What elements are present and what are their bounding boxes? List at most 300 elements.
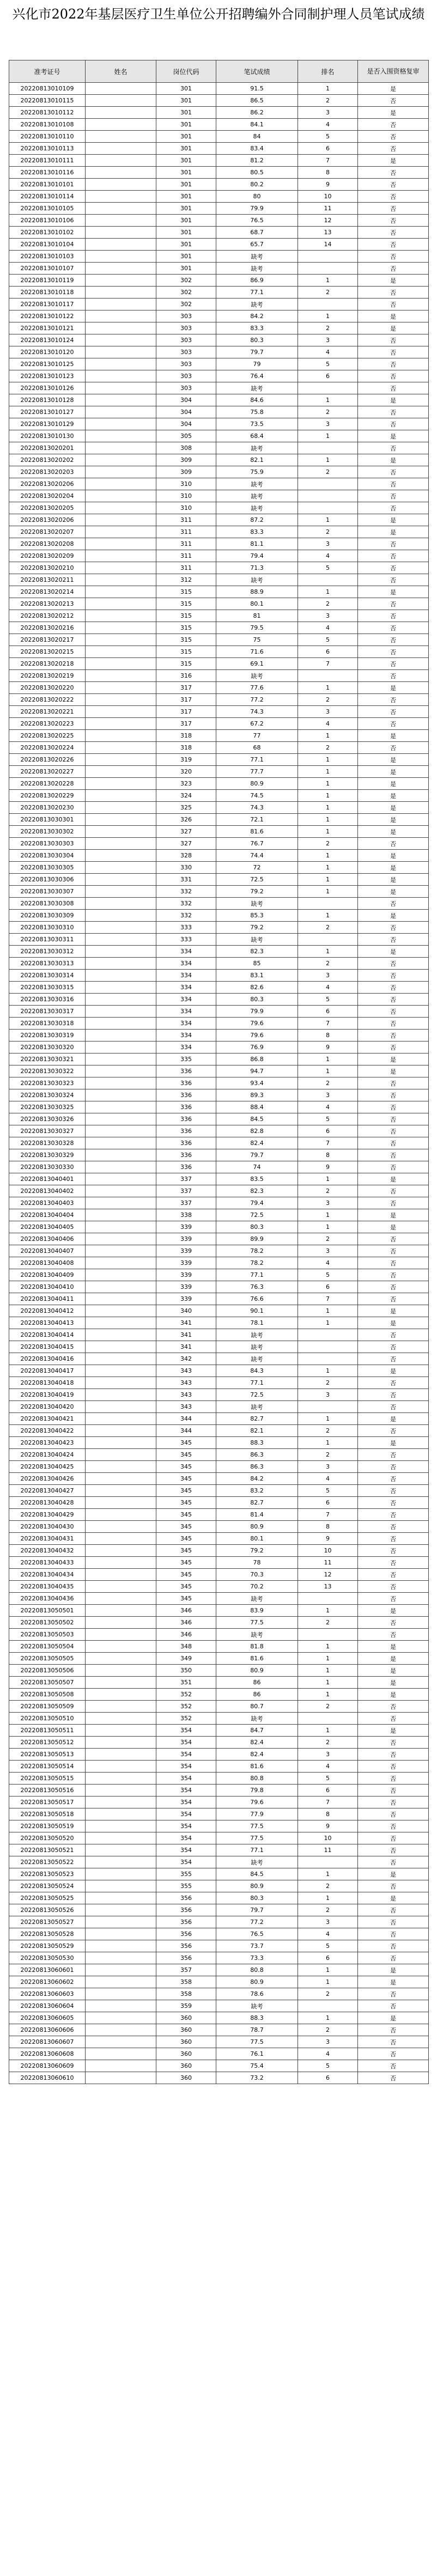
table-row — [9, 1317, 429, 1329]
cell-candidate-name — [86, 119, 156, 131]
cell-post-code: 343 — [156, 1377, 216, 1389]
cell-post-code: 336 — [156, 1089, 216, 1101]
cell-qualified: 否 — [358, 131, 429, 143]
cell-score: 81.8 — [216, 1641, 298, 1653]
cell-rank: 3 — [298, 1089, 358, 1101]
cell-candidate-name — [86, 982, 156, 994]
cell-qualified: 否 — [358, 2036, 429, 2048]
cell-rank: 5 — [298, 1269, 358, 1281]
cell-candidate-name — [86, 191, 156, 203]
table-row — [9, 1593, 429, 1605]
cell-score: 缺考 — [216, 574, 298, 586]
cell-qualified: 否 — [358, 1916, 429, 1928]
table-row — [9, 1677, 429, 1689]
cell-candidate-name — [86, 1305, 156, 1317]
cell-post-code: 301 — [156, 95, 216, 107]
table-row — [9, 1808, 429, 1820]
cell-candidate-name — [86, 1125, 156, 1137]
cell-candidate-name — [86, 1413, 156, 1425]
cell-ticket-number: 20220813040426 — [9, 1473, 86, 1485]
cell-qualified: 否 — [358, 1844, 429, 1856]
cell-post-code: 360 — [156, 2012, 216, 2024]
cell-ticket-number: 20220813020230 — [9, 802, 86, 814]
table-row — [9, 95, 429, 107]
cell-rank: 1 — [298, 766, 358, 778]
table-row — [9, 1665, 429, 1677]
cell-ticket-number: 20220813050519 — [9, 1820, 86, 1832]
cell-candidate-name — [86, 167, 156, 179]
cell-ticket-number: 20220813010113 — [9, 143, 86, 155]
cell-score: 80.9 — [216, 1665, 298, 1677]
cell-score: 79.6 — [216, 1018, 298, 1030]
cell-rank: 1 — [298, 862, 358, 874]
cell-qualified: 是 — [358, 1976, 429, 1988]
page-title: 兴化市2022年基层医疗卫生单位公开招聘编外合同制护理人员笔试成绩 — [12, 7, 425, 22]
cell-qualified: 否 — [358, 934, 429, 946]
cell-post-code: 354 — [156, 1832, 216, 1844]
cell-score: 78.2 — [216, 1245, 298, 1257]
cell-qualified: 是 — [358, 814, 429, 826]
cell-candidate-name — [86, 107, 156, 119]
cell-post-code: 356 — [156, 1916, 216, 1928]
cell-candidate-name — [86, 358, 156, 370]
cell-candidate-name — [86, 1796, 156, 1808]
cell-post-code: 354 — [156, 1808, 216, 1820]
cell-ticket-number: 20220813040421 — [9, 1413, 86, 1425]
cell-candidate-name — [86, 2036, 156, 2048]
cell-score: 76.7 — [216, 838, 298, 850]
table-row — [9, 358, 429, 370]
cell-ticket-number: 20220813020228 — [9, 778, 86, 790]
cell-qualified: 否 — [358, 742, 429, 754]
col-header-name: 姓名 — [86, 60, 156, 83]
table-row — [9, 2012, 429, 2024]
cell-candidate-name — [86, 1341, 156, 1353]
cell-ticket-number: 20220813010128 — [9, 394, 86, 406]
cell-ticket-number: 20220813030315 — [9, 982, 86, 994]
cell-ticket-number: 20220813050502 — [9, 1617, 86, 1629]
cell-score: 78.1 — [216, 1317, 298, 1329]
table-row — [9, 766, 429, 778]
cell-candidate-name — [86, 310, 156, 322]
cell-ticket-number: 20220813030305 — [9, 862, 86, 874]
cell-rank: 1 — [298, 1365, 358, 1377]
cell-post-code: 304 — [156, 394, 216, 406]
cell-post-code: 344 — [156, 1425, 216, 1437]
cell-qualified: 否 — [358, 1042, 429, 1053]
cell-qualified: 是 — [358, 1065, 429, 1077]
cell-rank: 6 — [298, 370, 358, 382]
cell-candidate-name — [86, 790, 156, 802]
cell-score: 77.1 — [216, 1844, 298, 1856]
cell-qualified: 是 — [358, 790, 429, 802]
cell-rank: 1 — [298, 586, 358, 598]
cell-qualified: 是 — [358, 850, 429, 862]
cell-score: 80.8 — [216, 1773, 298, 1785]
cell-rank: 2 — [298, 287, 358, 299]
cell-candidate-name — [86, 1077, 156, 1089]
cell-ticket-number: 20220813050524 — [9, 1880, 86, 1892]
cell-candidate-name — [86, 1713, 156, 1725]
cell-post-code: 334 — [156, 1018, 216, 1030]
cell-candidate-name — [86, 898, 156, 910]
table-row — [9, 2048, 429, 2060]
cell-rank — [298, 251, 358, 263]
cell-ticket-number: 20220813020204 — [9, 490, 86, 502]
cell-score: 69.1 — [216, 658, 298, 670]
cell-ticket-number: 20220813040403 — [9, 1197, 86, 1209]
cell-post-code: 359 — [156, 2000, 216, 2012]
cell-qualified: 否 — [358, 970, 429, 982]
cell-qualified: 否 — [358, 119, 429, 131]
table-row — [9, 239, 429, 251]
cell-score: 77.5 — [216, 2036, 298, 2048]
cell-rank: 9 — [298, 1533, 358, 1545]
cell-post-code: 317 — [156, 718, 216, 730]
cell-post-code: 310 — [156, 478, 216, 490]
cell-post-code: 311 — [156, 538, 216, 550]
cell-candidate-name — [86, 538, 156, 550]
cell-rank: 14 — [298, 239, 358, 251]
cell-ticket-number: 20220813020202 — [9, 454, 86, 466]
cell-post-code: 360 — [156, 2024, 216, 2036]
table-row — [9, 862, 429, 874]
cell-candidate-name — [86, 1964, 156, 1976]
cell-candidate-name — [86, 1030, 156, 1042]
cell-rank: 6 — [298, 1785, 358, 1796]
table-row — [9, 1820, 429, 1832]
cell-candidate-name — [86, 766, 156, 778]
cell-candidate-name — [86, 778, 156, 790]
cell-candidate-name — [86, 227, 156, 239]
scores-table — [9, 60, 429, 2084]
cell-rank: 1 — [298, 1413, 358, 1425]
cell-candidate-name — [86, 95, 156, 107]
cell-qualified: 否 — [358, 1796, 429, 1808]
cell-score: 78.2 — [216, 1257, 298, 1269]
cell-score: 缺考 — [216, 251, 298, 263]
cell-rank: 1 — [298, 1641, 358, 1653]
cell-candidate-name — [86, 1617, 156, 1629]
cell-score: 78.6 — [216, 1988, 298, 2000]
cell-post-code: 315 — [156, 646, 216, 658]
cell-score: 缺考 — [216, 442, 298, 454]
cell-post-code: 345 — [156, 1545, 216, 1557]
table-row — [9, 334, 429, 346]
cell-ticket-number: 20220813030313 — [9, 958, 86, 970]
cell-qualified: 否 — [358, 95, 429, 107]
cell-qualified: 否 — [358, 1629, 429, 1641]
cell-qualified: 是 — [358, 310, 429, 322]
cell-qualified: 否 — [358, 251, 429, 263]
cell-ticket-number: 20220813040402 — [9, 1185, 86, 1197]
cell-rank: 10 — [298, 1545, 358, 1557]
cell-candidate-name — [86, 1581, 156, 1593]
cell-qualified: 否 — [358, 1473, 429, 1485]
cell-rank: 5 — [298, 1485, 358, 1497]
cell-rank: 5 — [298, 1940, 358, 1952]
cell-post-code: 335 — [156, 1053, 216, 1065]
cell-post-code: 345 — [156, 1533, 216, 1545]
cell-candidate-name — [86, 2048, 156, 2060]
cell-qualified: 否 — [358, 2072, 429, 2084]
table-row — [9, 2024, 429, 2036]
cell-ticket-number: 20220813030308 — [9, 898, 86, 910]
table-row — [9, 1868, 429, 1880]
cell-ticket-number: 20220813060606 — [9, 2024, 86, 2036]
cell-rank: 4 — [298, 718, 358, 730]
cell-rank: 7 — [298, 1796, 358, 1808]
cell-score: 79.2 — [216, 886, 298, 898]
cell-qualified: 否 — [358, 2048, 429, 2060]
cell-post-code: 334 — [156, 958, 216, 970]
cell-post-code: 301 — [156, 251, 216, 263]
cell-post-code: 345 — [156, 1461, 216, 1473]
cell-post-code: 345 — [156, 1557, 216, 1569]
cell-score: 88.3 — [216, 1437, 298, 1449]
cell-candidate-name — [86, 334, 156, 346]
cell-qualified: 否 — [358, 1497, 429, 1509]
cell-score: 81.4 — [216, 1509, 298, 1521]
table-row — [9, 718, 429, 730]
cell-score: 79.2 — [216, 922, 298, 934]
cell-ticket-number: 20220813040406 — [9, 1233, 86, 1245]
cell-score: 82.7 — [216, 1413, 298, 1425]
table-row — [9, 886, 429, 898]
cell-ticket-number: 20220813030319 — [9, 1030, 86, 1042]
table-row — [9, 1509, 429, 1521]
cell-post-code: 310 — [156, 490, 216, 502]
cell-ticket-number: 20220813040404 — [9, 1209, 86, 1221]
cell-score: 79.2 — [216, 1545, 298, 1557]
cell-score: 75 — [216, 634, 298, 646]
cell-candidate-name — [86, 1761, 156, 1773]
cell-qualified: 否 — [358, 718, 429, 730]
cell-post-code: 337 — [156, 1185, 216, 1197]
cell-candidate-name — [86, 994, 156, 1006]
cell-score: 缺考 — [216, 898, 298, 910]
cell-rank: 4 — [298, 982, 358, 994]
cell-post-code: 303 — [156, 346, 216, 358]
cell-post-code: 356 — [156, 1904, 216, 1916]
cell-score: 74.4 — [216, 850, 298, 862]
table-row — [9, 838, 429, 850]
cell-ticket-number: 20220813050506 — [9, 1665, 86, 1677]
cell-rank — [298, 1713, 358, 1725]
cell-qualified: 否 — [358, 1581, 429, 1593]
cell-qualified: 否 — [358, 994, 429, 1006]
table-row — [9, 898, 429, 910]
table-row — [9, 2000, 429, 2012]
cell-rank — [298, 670, 358, 682]
cell-post-code: 356 — [156, 1940, 216, 1952]
table-row — [9, 1161, 429, 1173]
cell-post-code: 339 — [156, 1221, 216, 1233]
cell-score: 84 — [216, 131, 298, 143]
cell-post-code: 317 — [156, 706, 216, 718]
cell-post-code: 324 — [156, 790, 216, 802]
cell-ticket-number: 20220813010103 — [9, 251, 86, 263]
cell-ticket-number: 20220813030321 — [9, 1053, 86, 1065]
cell-candidate-name — [86, 1677, 156, 1689]
cell-rank: 6 — [298, 1125, 358, 1137]
cell-ticket-number: 20220813030327 — [9, 1125, 86, 1137]
cell-ticket-number: 20220813020220 — [9, 682, 86, 694]
cell-score: 缺考 — [216, 382, 298, 394]
table-row — [9, 1281, 429, 1293]
cell-candidate-name — [86, 1329, 156, 1341]
table-row — [9, 1689, 429, 1701]
cell-qualified: 是 — [358, 1413, 429, 1425]
cell-post-code: 352 — [156, 1689, 216, 1701]
cell-post-code: 352 — [156, 1701, 216, 1713]
cell-rank: 13 — [298, 227, 358, 239]
cell-ticket-number: 20220813050505 — [9, 1653, 86, 1665]
cell-ticket-number: 20220813030307 — [9, 886, 86, 898]
cell-rank: 11 — [298, 1557, 358, 1569]
cell-candidate-name — [86, 394, 156, 406]
cell-qualified: 否 — [358, 239, 429, 251]
cell-ticket-number: 20220813050530 — [9, 1952, 86, 1964]
cell-ticket-number: 20220813050523 — [9, 1868, 86, 1880]
table-row — [9, 370, 429, 382]
cell-qualified: 否 — [358, 227, 429, 239]
table-row — [9, 598, 429, 610]
table-row — [9, 1185, 429, 1197]
cell-rank: 1 — [298, 1976, 358, 1988]
table-row — [9, 574, 429, 586]
cell-qualified: 否 — [358, 418, 429, 430]
table-row — [9, 946, 429, 958]
table-row — [9, 1449, 429, 1461]
table-row — [9, 1773, 429, 1785]
cell-ticket-number: 20220813040401 — [9, 1173, 86, 1185]
cell-score: 84.5 — [216, 1868, 298, 1880]
cell-rank: 3 — [298, 334, 358, 346]
cell-ticket-number: 20220813020221 — [9, 706, 86, 718]
table-row — [9, 227, 429, 239]
cell-score: 80.5 — [216, 167, 298, 179]
cell-score: 82.3 — [216, 1185, 298, 1197]
cell-ticket-number: 20220813040431 — [9, 1533, 86, 1545]
cell-post-code: 339 — [156, 1281, 216, 1293]
cell-ticket-number: 20220813050503 — [9, 1629, 86, 1641]
cell-qualified: 否 — [358, 634, 429, 646]
cell-rank — [298, 478, 358, 490]
cell-rank: 4 — [298, 1473, 358, 1485]
cell-post-code: 336 — [156, 1125, 216, 1137]
cell-ticket-number: 20220813010127 — [9, 406, 86, 418]
cell-score: 71.3 — [216, 562, 298, 574]
cell-rank — [298, 1629, 358, 1641]
cell-qualified: 否 — [358, 1185, 429, 1197]
table-row — [9, 1641, 429, 1653]
cell-ticket-number: 20220813010117 — [9, 299, 86, 310]
cell-ticket-number: 20220813040436 — [9, 1593, 86, 1605]
table-row — [9, 1785, 429, 1796]
cell-post-code: 345 — [156, 1569, 216, 1581]
cell-qualified: 否 — [358, 706, 429, 718]
cell-ticket-number: 20220813050513 — [9, 1749, 86, 1761]
cell-rank: 3 — [298, 2036, 358, 2048]
cell-ticket-number: 20220813050514 — [9, 1761, 86, 1773]
table-row — [9, 1916, 429, 1928]
cell-rank: 1 — [298, 454, 358, 466]
cell-score: 86.9 — [216, 275, 298, 287]
cell-score: 77.2 — [216, 694, 298, 706]
cell-score: 80.9 — [216, 1976, 298, 1988]
cell-ticket-number: 20220813050529 — [9, 1940, 86, 1952]
cell-candidate-name — [86, 562, 156, 574]
cell-ticket-number: 20220813010129 — [9, 418, 86, 430]
cell-ticket-number: 20220813030320 — [9, 1042, 86, 1053]
cell-ticket-number: 20220813040418 — [9, 1377, 86, 1389]
cell-ticket-number: 20220813030301 — [9, 814, 86, 826]
cell-qualified: 否 — [358, 694, 429, 706]
cell-rank: 2 — [298, 694, 358, 706]
cell-score: 72.5 — [216, 1389, 298, 1401]
cell-post-code: 312 — [156, 574, 216, 586]
cell-candidate-name — [86, 1521, 156, 1533]
cell-score: 76.9 — [216, 1042, 298, 1053]
cell-post-code: 331 — [156, 874, 216, 886]
table-row — [9, 322, 429, 334]
cell-candidate-name — [86, 1101, 156, 1113]
cell-ticket-number: 20220813020218 — [9, 658, 86, 670]
cell-qualified: 否 — [358, 1269, 429, 1281]
cell-candidate-name — [86, 155, 156, 167]
cell-qualified: 否 — [358, 1761, 429, 1773]
table-row — [9, 1269, 429, 1281]
cell-score: 83.3 — [216, 322, 298, 334]
cell-post-code: 360 — [156, 2048, 216, 2060]
table-row — [9, 526, 429, 538]
table-row — [9, 1353, 429, 1365]
cell-qualified: 否 — [358, 1533, 429, 1545]
cell-candidate-name — [86, 1785, 156, 1796]
cell-score: 86.8 — [216, 1053, 298, 1065]
cell-qualified: 否 — [358, 1832, 429, 1844]
cell-ticket-number: 20220813040422 — [9, 1425, 86, 1437]
cell-qualified: 否 — [358, 610, 429, 622]
cell-post-code: 345 — [156, 1593, 216, 1605]
cell-score: 89.9 — [216, 1233, 298, 1245]
cell-ticket-number: 20220813010104 — [9, 239, 86, 251]
cell-qualified: 否 — [358, 1485, 429, 1497]
cell-ticket-number: 20220813040425 — [9, 1461, 86, 1473]
cell-candidate-name — [86, 490, 156, 502]
cell-candidate-name — [86, 2072, 156, 2084]
cell-rank: 1 — [298, 946, 358, 958]
cell-score: 83.3 — [216, 526, 298, 538]
cell-qualified: 否 — [358, 1557, 429, 1569]
cell-post-code: 303 — [156, 310, 216, 322]
cell-score: 缺考 — [216, 1329, 298, 1341]
cell-candidate-name — [86, 83, 156, 95]
cell-score: 83.4 — [216, 143, 298, 155]
cell-rank — [298, 490, 358, 502]
cell-ticket-number: 20220813020203 — [9, 466, 86, 478]
cell-rank: 1 — [298, 1173, 358, 1185]
cell-score: 67.2 — [216, 718, 298, 730]
cell-score: 82.8 — [216, 1125, 298, 1137]
table-row — [9, 107, 429, 119]
table-row — [9, 790, 429, 802]
cell-ticket-number: 20220813060601 — [9, 1964, 86, 1976]
cell-candidate-name — [86, 1844, 156, 1856]
cell-qualified: 否 — [358, 1856, 429, 1868]
cell-post-code: 354 — [156, 1761, 216, 1773]
